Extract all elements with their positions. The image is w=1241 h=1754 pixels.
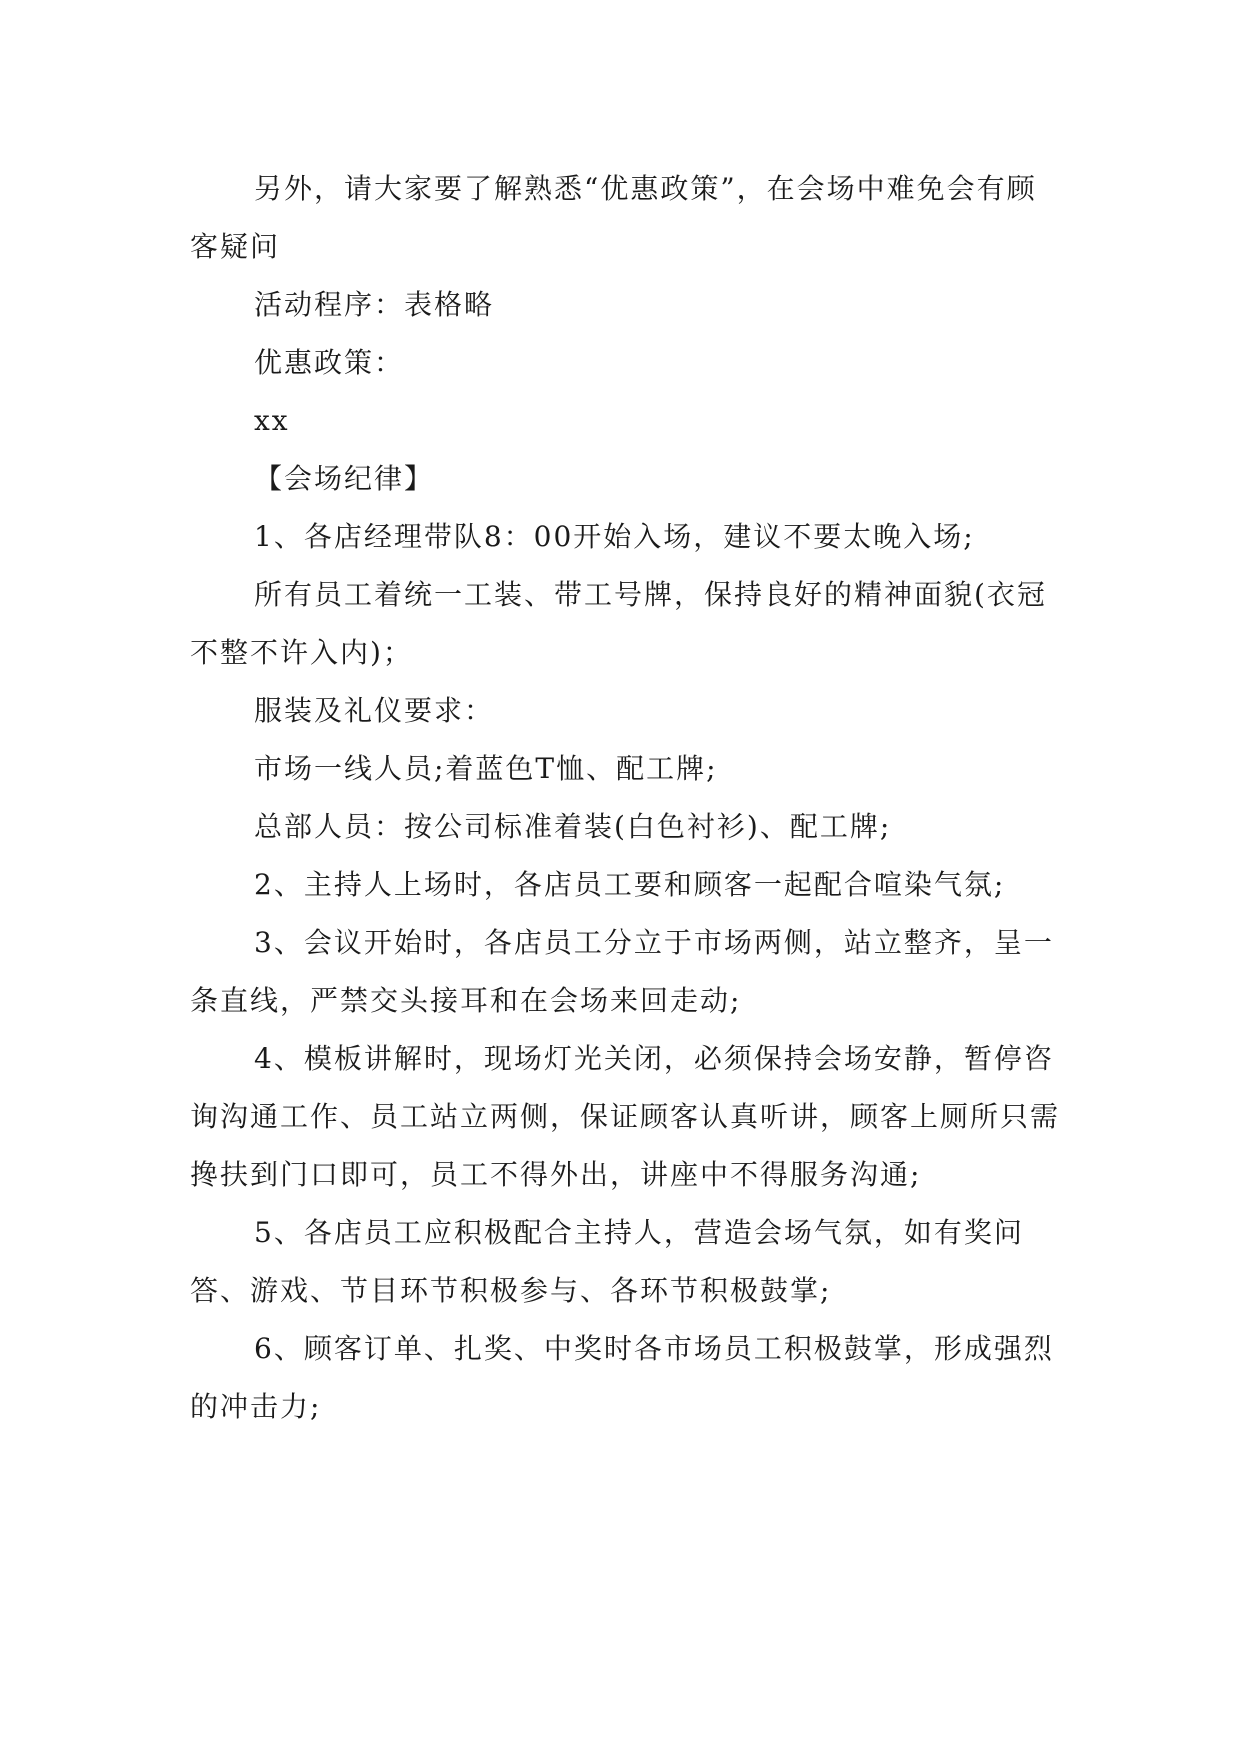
paragraph-policy-heading: 优惠政策： xyxy=(254,346,405,379)
rule-item-3: 3、会议开始时，各店员工分立于市场两侧，站立整齐，呈一条直线，严禁交头接耳和在会场来回走动; xyxy=(190,926,1054,1017)
rule-item-uniform: 所有员工着统一工装、带工号牌，保持良好的精神面貌(衣冠不整不许入内)； xyxy=(190,578,1047,669)
rule-item-1: 1、各店经理带队8：00开始入场，建议不要太晚入场; xyxy=(254,520,975,553)
rule-item-4: 4、模板讲解时，现场灯光关闭，必须保持会场安静，暂停咨询沟通工作、员工站立两侧，保证顾客认真听讲，顾客上厕所只需搀扶到门口即可，员工不得外出，讲座中不得服务沟通; xyxy=(190,1042,1061,1191)
document-page xyxy=(190,160,1060,1436)
paragraph-activity-program: 活动程序：表格略 xyxy=(254,288,495,321)
paragraph-notice: 另外，请大家要了解熟悉“优惠政策”，在会场中难免会有顾客疑问 xyxy=(190,172,1037,263)
paragraph-policy-placeholder: xx xyxy=(254,404,290,437)
dress-code-headquarters: 总部人员：按公司标准着装(白色衬衫)、配工牌; xyxy=(254,810,892,843)
rule-item-2: 2、主持人上场时，各店员工要和顾客一起配合喧染气氛; xyxy=(254,868,1006,901)
rule-item-6: 6、顾客订单、扎奖、中奖时各市场员工积极鼓掌，形成强烈的冲击力; xyxy=(190,1332,1054,1423)
dress-code-heading: 服装及礼仪要求： xyxy=(254,694,495,727)
dress-code-frontline: 市场一线人员;着蓝色T恤、配工牌; xyxy=(254,752,718,785)
section-heading-venue-rules: 【会场纪律】 xyxy=(254,462,435,495)
rule-item-5: 5、各店员工应积极配合主持人，营造会场气氛，如有奖问答、游戏、节目环节积极参与、各环节积极鼓掌; xyxy=(190,1216,1024,1307)
